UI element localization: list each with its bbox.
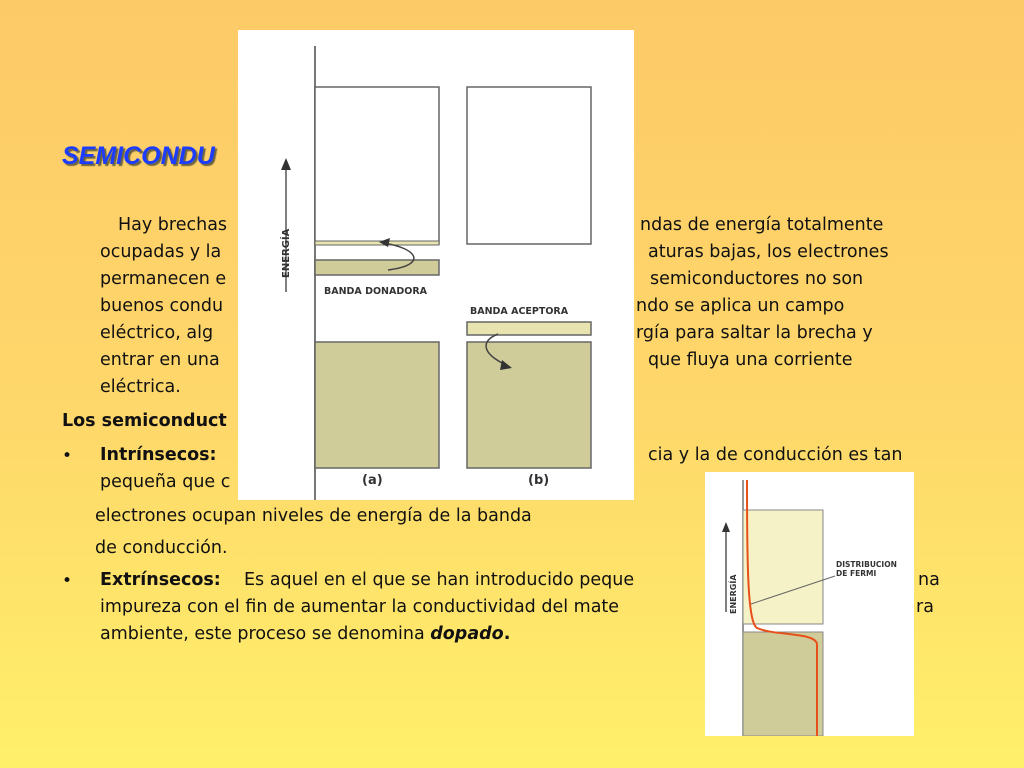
extrinsic-text-prefix: ambiente, este proceso se denomina bbox=[100, 624, 431, 644]
bullet-icon: • bbox=[62, 571, 73, 591]
paragraph-line: ocupadas y la bbox=[100, 242, 222, 262]
band-diagram bbox=[238, 30, 634, 500]
extrinsic-text bbox=[100, 621, 510, 647]
valence-band-a bbox=[315, 342, 439, 468]
paragraph-line: permanecen e bbox=[100, 269, 227, 289]
conduction-band-a bbox=[315, 87, 439, 244]
paragraph-line: que fluya una corriente bbox=[648, 350, 853, 370]
conduction-edge-a bbox=[315, 241, 439, 245]
intrinsic-label: Intrínsecos: bbox=[100, 445, 217, 465]
paragraph-line: buenos condu bbox=[100, 296, 224, 316]
fermi-label-line1: DISTRIBUCION bbox=[836, 560, 897, 569]
caption-b: (b) bbox=[528, 473, 550, 488]
dopado-term: dopado bbox=[430, 624, 504, 644]
fermi-label-line2: DE FERMI bbox=[836, 569, 877, 578]
extrinsic-text: na bbox=[918, 570, 940, 590]
paragraph-line: semiconductores no son bbox=[650, 269, 864, 289]
paragraph-line: ndas de energía totalmente bbox=[640, 215, 884, 235]
fermi-diagram-svg bbox=[705, 472, 914, 736]
conduction-band-b bbox=[467, 87, 591, 244]
acceptor-label: BANDA ACEPTORA bbox=[470, 306, 569, 317]
fermi-energy-axis-label: ENERGÍA bbox=[729, 574, 738, 614]
intrinsic-text: cia y la de conducción es tan bbox=[648, 445, 903, 465]
energy-arrowhead-icon bbox=[281, 158, 291, 170]
extrinsic-text: impureza con el fin de aumentar la conductividad del mate bbox=[100, 597, 620, 617]
caption-a: (a) bbox=[362, 473, 383, 488]
types-heading: Los semiconduct bbox=[62, 411, 227, 431]
paragraph-line: ndo se aplica un campo bbox=[636, 296, 845, 316]
paragraph-line: aturas bajas, los electrones bbox=[648, 242, 889, 262]
section-heading: SEMICONDU bbox=[62, 142, 215, 170]
intrinsic-text: pequeña que c bbox=[100, 472, 231, 492]
intrinsic-text: de conducción. bbox=[95, 538, 228, 558]
paragraph-line: rgía para saltar la brecha y bbox=[636, 323, 873, 343]
fermi-diagram bbox=[705, 472, 914, 736]
extrinsic-text-suffix: . bbox=[503, 624, 511, 644]
paragraph-line: Hay brechas bbox=[118, 215, 228, 235]
donor-band bbox=[315, 260, 439, 275]
acceptor-band bbox=[467, 322, 591, 335]
extrinsic-text: ra bbox=[916, 597, 934, 617]
paragraph-line: entrar en una bbox=[100, 350, 220, 370]
energy-arrowhead-icon bbox=[722, 522, 730, 532]
extrinsic-label: Extrínsecos: bbox=[100, 570, 221, 590]
valence-band-b bbox=[467, 342, 591, 468]
intrinsic-text: electrones ocupan niveles de energía de la banda bbox=[95, 506, 532, 526]
donor-label: BANDA DONADORA bbox=[324, 286, 427, 297]
energy-axis-label: ENERGÍA bbox=[281, 228, 292, 278]
fermi-valence-band bbox=[743, 632, 823, 736]
paragraph-line: eléctrica. bbox=[100, 377, 181, 397]
band-diagram-svg bbox=[238, 30, 634, 500]
bullet-icon: • bbox=[62, 446, 73, 466]
extrinsic-text: Es aquel en el que se han introducido peque bbox=[244, 570, 635, 590]
paragraph-line: eléctrico, alg bbox=[100, 323, 214, 343]
fermi-conduction-band bbox=[743, 510, 823, 624]
